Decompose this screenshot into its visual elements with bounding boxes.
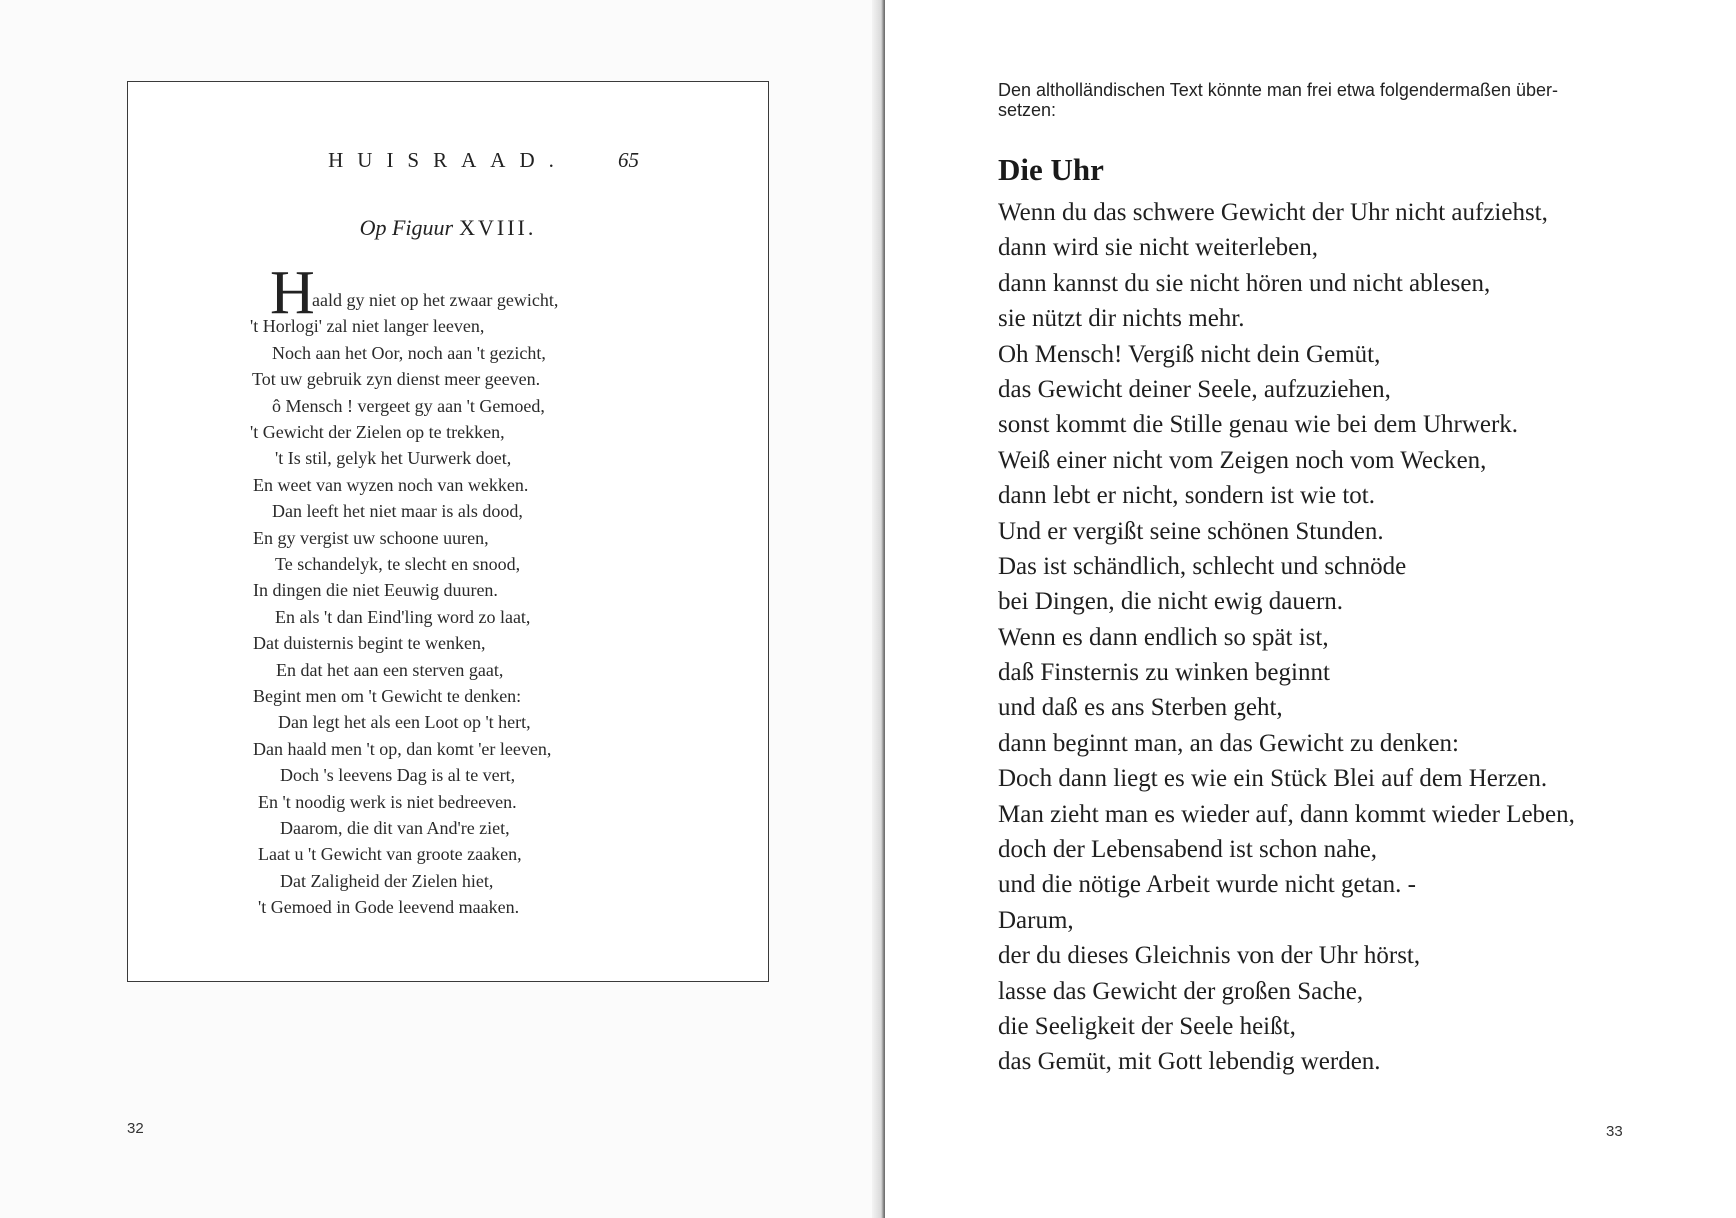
translation-line: doch der Lebensabend ist schon nahe, — [998, 836, 1378, 864]
translation-line: der du dieses Gleichnis von der Uhr hörst, — [998, 942, 1421, 970]
translation-line: lasse das Gewicht der großen Sache, — [998, 977, 1364, 1005]
poem-line: En 't noodig werk is niet bedreeven. — [258, 791, 517, 812]
translation-line: dann wird sie nicht weiterleben, — [998, 234, 1319, 262]
translation-line: Darum, — [998, 906, 1074, 934]
intro-text — [998, 80, 1638, 120]
german-translation — [998, 195, 1698, 1080]
poem-line: Dan legt het als een Loot op 't hert, — [278, 712, 531, 733]
drop-cap: H — [270, 259, 315, 327]
translation-line: bei Dingen, die nicht ewig dauern. — [998, 588, 1344, 616]
running-head-folio: 65 — [618, 148, 639, 172]
poem-line: Dan leeft het niet maar is als dood, — [272, 501, 523, 522]
poem-line: Tot uw gebruik zyn dienst meer geeven. — [252, 369, 541, 390]
translation-line: das Gewicht deiner Seele, aufzuziehen, — [998, 375, 1391, 403]
poem-line: En weet van wyzen noch van wekken. — [253, 474, 529, 495]
page-number-left: 32 — [127, 1120, 144, 1137]
poem-line: 't Horlogi' zal niet langer leeven, — [250, 316, 485, 337]
translation-line: die Seeligkeit der Seele heißt, — [998, 1012, 1296, 1040]
poem-line: En als 't dan Eind'ling word zo laat, — [275, 606, 531, 627]
intro-line-1: Den altholländischen Text könnte man frei etwa folgendermaßen über- — [998, 80, 1558, 100]
figure-title-numeral: XVIII. — [459, 215, 537, 240]
poem-line: En dat het aan een sterven gaat, — [276, 659, 504, 680]
figure-title — [128, 215, 768, 241]
translation-line: Wenn du das schwere Gewicht der Uhr nicht aufziehst, — [998, 199, 1548, 226]
translation-line: und die nötige Arbeit wurde nicht getan. - — [998, 871, 1416, 899]
translation-line: Weiß einer nicht vom Zeigen noch vom Wecken, — [998, 446, 1487, 474]
translation-line: und daß es ans Sterben geht, — [998, 694, 1283, 722]
translation-line: dann beginnt man, an das Gewicht zu denken: — [998, 729, 1459, 757]
translation-line: Und er vergißt seine schönen Stunden. — [998, 517, 1384, 545]
poem-line: Noch aan het Oor, noch aan 't gezicht, — [272, 342, 546, 363]
poem-line: Te schandelyk, te slecht en snood, — [275, 554, 521, 574]
poem-line: Dat Zaligheid der Zielen hiet, — [280, 870, 494, 891]
translation-line: sie nützt dir nichts mehr. — [998, 305, 1245, 333]
figure-title-label: Op Figuur — [359, 215, 454, 240]
poem-line: Dan haald men 't op, dan komt 'er leeven, — [253, 738, 552, 759]
translation-line: dann kannst du sie nicht hören und nicht ablesen, — [998, 269, 1491, 297]
poem-line: Dat duisternis begint te wenken, — [253, 633, 486, 654]
running-head — [128, 148, 768, 173]
translation-line: daß Finsternis zu winken beginnt — [998, 659, 1330, 687]
poem-line: aald gy niet op het zwaar gewicht, — [312, 290, 559, 310]
poem-line: ô Mensch ! vergeet gy aan 't Gemoed, — [272, 395, 545, 416]
translation-line: Das ist schändlich, schlecht und schnöde — [998, 552, 1407, 580]
poem-line: Doch 's leevens Dag is al te vert, — [280, 765, 516, 786]
translation-line: dann lebt er nicht, sondern ist wie tot. — [998, 482, 1376, 510]
poem-line: 't Gewicht der Zielen op te trekken, — [250, 422, 505, 442]
translation-line: Man zieht man es wieder auf, dann kommt wieder Leben, — [998, 800, 1575, 828]
poem-line: 't Gemoed in Gode leevend maaken. — [258, 897, 520, 918]
poem-line: Daarom, die dit van And're ziet, — [280, 818, 510, 838]
translation-line: sonst kommt die Stille genau wie bei dem Uhrwerk. — [998, 411, 1519, 439]
translation-line: Doch dann liegt es wie ein Stück Blei auf dem Herzen. — [998, 765, 1548, 793]
poem-line: En gy vergist uw schoone uuren, — [253, 527, 489, 548]
poem-line: 't Is stil, gelyk het Uurwerk doet, — [275, 448, 512, 469]
translation-title: Die Uhr — [998, 152, 1104, 187]
poem-line: Laat u 't Gewicht van groote zaaken, — [258, 844, 522, 865]
translation-line: Oh Mensch! Vergiß nicht dein Gemüt, — [998, 340, 1381, 368]
running-head-title: HUISRAAD. — [328, 148, 568, 172]
translation-line: das Gemüt, mit Gott lebendig werden. — [998, 1048, 1381, 1076]
intro-line-2: setzen: — [998, 100, 1057, 120]
poem-line: In dingen die niet Eeuwig duuren. — [253, 580, 498, 601]
translation-line: Wenn es dann endlich so spät ist, — [998, 623, 1329, 651]
page-number-right: 33 — [1606, 1123, 1623, 1140]
poem-line: Begint men om 't Gewicht te denken: — [253, 686, 522, 706]
